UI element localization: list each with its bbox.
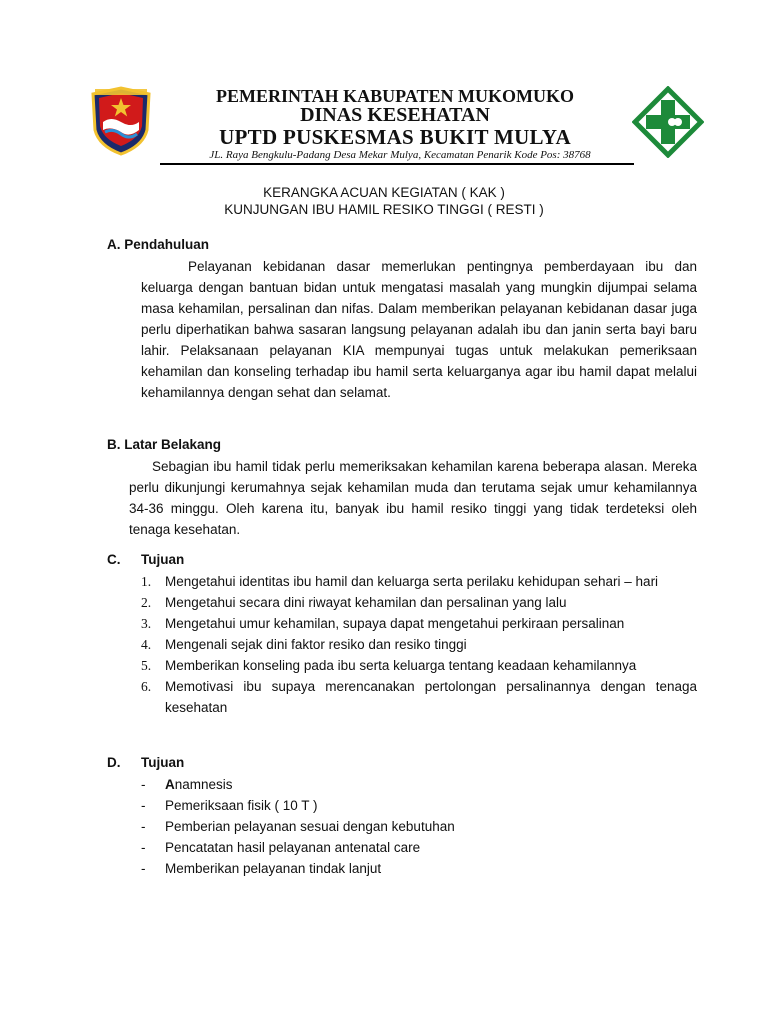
first-letter: A [165,777,175,792]
list-dash: - [141,819,146,834]
list-item [141,676,697,718]
list-dash: - [141,777,146,792]
header-address: JL. Raya Bengkulu-Padang Desa Mekar Mulya, Kecamatan Penarik Kode Pos: 38768 [209,149,591,161]
list-item [141,858,697,879]
section-c-letter: C. [107,552,121,567]
document-title: KERANGKA ACUAN KEGIATAN ( KAK ) [263,185,505,200]
list-item-text: Memberikan pelayanan tindak lanjut [165,861,382,876]
section-c-heading: Tujuan [141,552,185,567]
list-number: 6. [141,679,152,694]
section-c-list [141,571,697,718]
list-item-text: Pemeriksaan fisik ( 10 T ) [165,798,318,813]
list-item [141,774,697,795]
list-dash: - [141,840,146,855]
list-dash: - [141,798,146,813]
list-item [141,837,697,858]
list-item-text: Mengetahui umur kehamilan, supaya dapat mengetahui perkiraan persalinan [165,616,625,631]
puskesmas-logo-icon [632,86,704,158]
list-item-text: Pemberian pelayanan sesuai dengan kebutuhan [165,819,455,834]
section-d-list [141,774,697,879]
list-item [141,571,697,592]
header-rule [160,163,634,165]
list-item [141,592,697,613]
list-item [141,795,697,816]
list-number: 4. [141,637,152,652]
list-number: 5. [141,658,152,673]
list-number: 1. [141,574,152,589]
section-b-text: Sebagian ibu hamil tidak perlu memeriksakan kehamilan karena beberapa alasan. Mereka perlu dikunjungi kerumahnya sejak kehamilan muda dan terutama sejak umur kehamilannya 34-36 minggu. Oleh karena itu, banyak ibu hamil resiko tinggi yang tidak terdeteksi oleh tenaga kesehatan. [129,459,697,537]
section-d-letter: D. [107,755,121,770]
list-number: 2. [141,595,152,610]
regency-emblem-icon [89,84,153,156]
document-subtitle: KUNJUNGAN IBU HAMIL RESIKO TINGGI ( RESTI ) [224,202,544,217]
list-number: 3. [141,616,152,631]
list-item-text: namnesis [174,777,233,792]
list-dash: - [141,861,146,876]
section-d-heading: Tujuan [141,755,185,770]
list-item-text: Mengetahui identitas ibu hamil dan keluarga serta perilaku kehidupan sehari – hari [165,574,659,589]
list-item-text: Mengetahui secara dini riwayat kehamilan dan persalinan yang lalu [165,595,567,610]
list-item [141,655,697,676]
list-item [141,816,697,837]
list-item-text: Pencatatan hasil pelayanan antenatal care [165,840,421,855]
list-item [141,613,697,634]
list-item [141,634,697,655]
list-item-text: Memberikan konseling pada ibu serta keluarga tentang keadaan kehamilannya [165,658,637,673]
header-line-government: PEMERINTAH KABUPATEN MUKOMUKO [216,86,574,106]
header-line-agency: DINAS KESEHATAN [300,104,490,126]
list-item-text: Mengenali sejak dini faktor resiko dan resiko tinggi [165,637,467,652]
section-b-heading: B. Latar Belakang [107,437,222,452]
letterhead [0,0,768,170]
section-a-heading: A. Pendahuluan [107,237,210,252]
list-item-text: Memotivasi ibu supaya merencanakan pertolongan persalinannya dengan tenaga kesehatan [165,679,697,715]
section-a-text: Pelayanan kebidanan dasar memerlukan pentingnya pemberdayaan ibu dan keluarga dengan bantuan bidan untuk mengatasi masalah yang mungkin dijumpai selama masa kehamilan, persalinan dan nifas. Dalam memberikan pelayanan kebidanan dasar juga perlu diperhatikan bahwa sasaran langsung pelayanan adalah ibu dan janin serta bayi baru lahir. Pelaksanaan pelayanan KIA mempunyai tugas untuk melakukan pemeriksaan kehamilan dan konseling terhadap ibu hamil serta keluarganya agar ibu hamil dapat melalui kehamilannya dengan sehat dan selamat. [141,259,697,400]
header-line-puskesmas: UPTD PUSKESMAS BUKIT MULYA [219,125,571,149]
